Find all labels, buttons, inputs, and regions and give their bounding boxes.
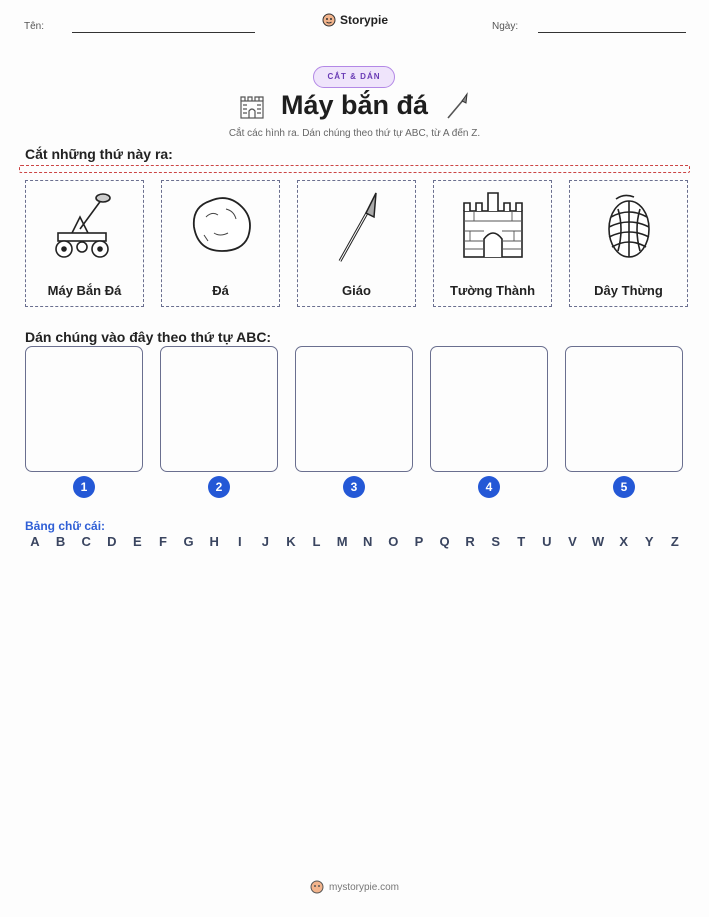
brand — [322, 13, 388, 27]
cutout-card-rock[interactable] — [161, 180, 280, 307]
alphabet-letter: N — [363, 534, 373, 549]
storypie-logo-icon — [322, 13, 336, 27]
cutout-cards — [25, 180, 688, 307]
alphabet-letter: W — [591, 534, 605, 549]
alphabet-letter: K — [286, 534, 296, 549]
slot-number-badge: 1 — [73, 476, 95, 498]
paste-box[interactable] — [430, 346, 548, 472]
alphabet-letter: G — [183, 534, 194, 549]
paste-slot — [160, 346, 278, 494]
castle-wall-icon — [458, 189, 528, 269]
alphabet-letter: P — [414, 534, 424, 549]
cut-line — [19, 165, 690, 173]
name-line[interactable] — [72, 32, 255, 33]
alphabet-letter: F — [158, 534, 167, 549]
catapult-icon — [50, 189, 120, 269]
instructions: Cắt các hình ra. Dán chúng theo thứ tự ABC, từ A đến Z. — [228, 128, 481, 139]
alphabet-letter: X — [619, 534, 628, 549]
cutout-card-catapult[interactable] — [25, 180, 144, 307]
alphabet-letter: D — [107, 534, 117, 549]
page-title: Máy bắn đá — [280, 90, 429, 120]
cut-section-title: Cắt những thứ này ra: — [25, 146, 173, 162]
card-label: Dây Thừng — [594, 283, 663, 298]
alphabet-letter: L — [312, 534, 321, 549]
paste-slot — [25, 346, 143, 494]
paste-box[interactable] — [295, 346, 413, 472]
paste-slot — [565, 346, 683, 494]
date-label: Ngày: — [492, 21, 519, 32]
alphabet-row — [25, 534, 685, 549]
alphabet-letter: E — [133, 534, 142, 549]
alphabet-letter: U — [542, 534, 552, 549]
cutout-card-rope[interactable] — [569, 180, 688, 307]
footer — [0, 880, 709, 894]
rock-icon — [186, 189, 256, 269]
paste-slot — [430, 346, 548, 494]
activity-badge: CẮT & DÁN — [313, 66, 395, 88]
alphabet-letter: B — [55, 534, 66, 549]
alphabet-letter: J — [261, 534, 269, 549]
title-row — [0, 90, 709, 121]
paste-box[interactable] — [565, 346, 683, 472]
alphabet-letter: I — [237, 534, 242, 549]
alphabet-letter: A — [30, 534, 40, 549]
alphabet-letter: V — [568, 534, 577, 549]
alphabet-title: Bảng chữ cái: — [25, 519, 106, 533]
alphabet-letter: Q — [439, 534, 450, 549]
card-label: Tường Thành — [449, 283, 536, 298]
paste-boxes — [25, 346, 683, 494]
paste-slot — [295, 346, 413, 494]
spear-icon — [322, 189, 392, 269]
alphabet-letter: M — [336, 534, 348, 549]
alphabet-letter: Y — [644, 534, 654, 549]
slot-number-badge: 2 — [208, 476, 230, 498]
cutout-card-spear[interactable] — [297, 180, 416, 307]
alphabet-letter: O — [388, 534, 399, 549]
paste-box[interactable] — [160, 346, 278, 472]
rope-icon — [594, 189, 664, 269]
alphabet-letter: H — [209, 534, 219, 549]
card-label: Máy Bắn Đá — [47, 283, 122, 298]
spear-icon — [442, 91, 472, 121]
footer-url[interactable]: mystorypie.com — [328, 881, 399, 893]
brand-name: Storypie — [340, 13, 389, 27]
alphabet-letter: R — [465, 534, 475, 549]
card-label: Đá — [212, 283, 229, 298]
name-label: Tên: — [24, 21, 45, 32]
paste-box[interactable] — [25, 346, 143, 472]
alphabet-letter: C — [81, 534, 91, 549]
slot-number-badge: 4 — [478, 476, 500, 498]
storypie-logo-icon — [310, 880, 324, 894]
paste-section-title: Dán chúng vào đây theo thứ tự ABC: — [25, 329, 272, 345]
slot-number-badge: 5 — [613, 476, 635, 498]
castle-icon — [237, 91, 267, 121]
date-line[interactable] — [538, 32, 686, 33]
card-label: Giáo — [342, 283, 371, 298]
alphabet-letter: Z — [670, 534, 679, 549]
cutout-card-castle-wall[interactable] — [433, 180, 552, 307]
alphabet-letter: T — [517, 534, 526, 549]
slot-number-badge: 3 — [343, 476, 365, 498]
alphabet-letter: S — [491, 534, 501, 549]
